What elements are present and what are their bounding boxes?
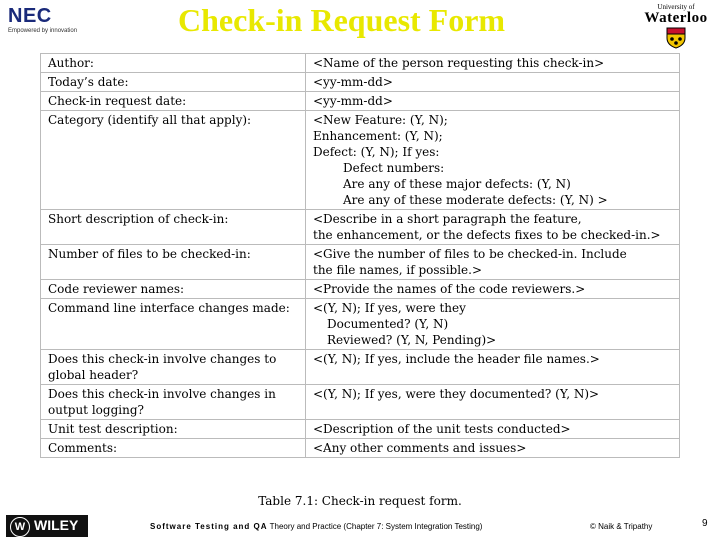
field-label: Command line interface changes made: [48, 301, 290, 315]
field-value-cell [306, 92, 680, 111]
field-value: Defect: (Y, N); If yes: [313, 145, 440, 159]
table-row [41, 245, 680, 280]
field-value: Are any of these major defects: (Y, N) [343, 177, 571, 191]
field-label-cell [41, 54, 306, 73]
footer-book-title [150, 522, 482, 531]
checkin-form-table [40, 53, 680, 458]
field-value: <Give the number of files to be checked-in. Include [313, 247, 627, 261]
footer-copyright: © Naik & Tripathy [590, 522, 653, 531]
uw-crest-icon [666, 27, 686, 49]
nec-logo-block [8, 6, 77, 34]
wiley-mark-icon: W [10, 517, 30, 537]
table-row [41, 54, 680, 73]
field-value-cell [306, 280, 680, 299]
field-value: Are any of these moderate defects: (Y, N) > [343, 193, 608, 207]
field-value-cell [306, 350, 680, 385]
field-label: Number of files to be checked-in: [48, 247, 251, 261]
table-row [41, 385, 680, 420]
field-value: the enhancement, or the defects fixes to be checked-in.> [313, 228, 661, 242]
table-row [41, 73, 680, 92]
field-label-cell [41, 350, 306, 385]
field-label-cell [41, 245, 306, 280]
field-value-cell [306, 245, 680, 280]
field-value: <(Y, N); If yes, were they [313, 301, 466, 315]
field-value: <Describe in a short paragraph the feature, [313, 212, 582, 226]
field-value-cell [306, 299, 680, 350]
table-row [41, 111, 680, 210]
field-value-cell [306, 439, 680, 458]
table-row [41, 350, 680, 385]
field-value-cell [306, 111, 680, 210]
nec-logo: NEC [8, 5, 52, 27]
table-row [41, 280, 680, 299]
field-value: Defect numbers: [343, 161, 445, 175]
field-label: global header? [48, 368, 139, 382]
field-label: output logging? [48, 403, 144, 417]
wiley-wordmark: WILEY [34, 517, 79, 533]
field-value: <yy-mm-dd> [313, 94, 393, 108]
field-label: Check-in request date: [48, 94, 187, 108]
page-title: Check-in Request Form [178, 2, 506, 38]
table-row [41, 92, 680, 111]
table-row [41, 420, 680, 439]
field-value: <yy-mm-dd> [313, 75, 393, 89]
field-label: Unit test description: [48, 422, 178, 436]
field-label: Code reviewer names: [48, 282, 185, 296]
field-label-cell [41, 111, 306, 210]
footer-book-rest: Theory and Practice (Chapter 7: System Integration Testing) [267, 522, 483, 531]
field-label: Short description of check-in: [48, 212, 229, 226]
field-label: Author: [48, 56, 94, 70]
field-value: <Any other comments and issues> [313, 441, 527, 455]
field-value: <Provide the names of the code reviewers.> [313, 282, 586, 296]
field-label-cell [41, 210, 306, 245]
field-value: <New Feature: (Y, N); [313, 113, 448, 127]
field-label: Today’s date: [48, 75, 129, 89]
field-label: Category (identify all that apply): [48, 113, 252, 127]
wiley-logo [6, 515, 88, 537]
table-row [41, 210, 680, 245]
field-label-cell [41, 73, 306, 92]
uw-logo-block [636, 3, 716, 49]
field-label-cell [41, 439, 306, 458]
field-value-cell [306, 385, 680, 420]
field-label-cell [41, 299, 306, 350]
table-row [41, 439, 680, 458]
nec-tagline: Empowered by innovation [8, 28, 78, 34]
field-label-cell [41, 92, 306, 111]
field-label-cell [41, 280, 306, 299]
field-value-cell [306, 210, 680, 245]
field-value: the file names, if possible.> [313, 263, 483, 277]
field-value-cell [306, 73, 680, 92]
page-number: 9 [702, 518, 708, 529]
field-label: Does this check-in involve changes to [48, 352, 277, 366]
field-value: Enhancement: (Y, N); [313, 129, 443, 143]
field-label-cell [41, 385, 306, 420]
field-value: <Description of the unit tests conducted> [313, 422, 571, 436]
field-value: <(Y, N); If yes, were they documented? (Y, N)> [313, 387, 600, 401]
field-value: <Name of the person requesting this check-in> [313, 56, 605, 70]
field-value: Documented? (Y, N) [327, 317, 449, 331]
table-caption: Table 7.1: Check-in request form. [258, 494, 462, 508]
field-value-cell [306, 54, 680, 73]
uw-logo-line1: University of [657, 3, 695, 11]
field-value: Reviewed? (Y, N, Pending)> [327, 333, 497, 347]
field-label: Comments: [48, 441, 118, 455]
uw-logo-line2: Waterloo [644, 10, 708, 26]
field-value-cell [306, 420, 680, 439]
table-row [41, 299, 680, 350]
field-label: Does this check-in involve changes in [48, 387, 276, 401]
field-value: <(Y, N); If yes, include the header file names.> [313, 352, 600, 366]
field-label-cell [41, 420, 306, 439]
footer-book-bold: Software Testing and QA [150, 522, 268, 531]
